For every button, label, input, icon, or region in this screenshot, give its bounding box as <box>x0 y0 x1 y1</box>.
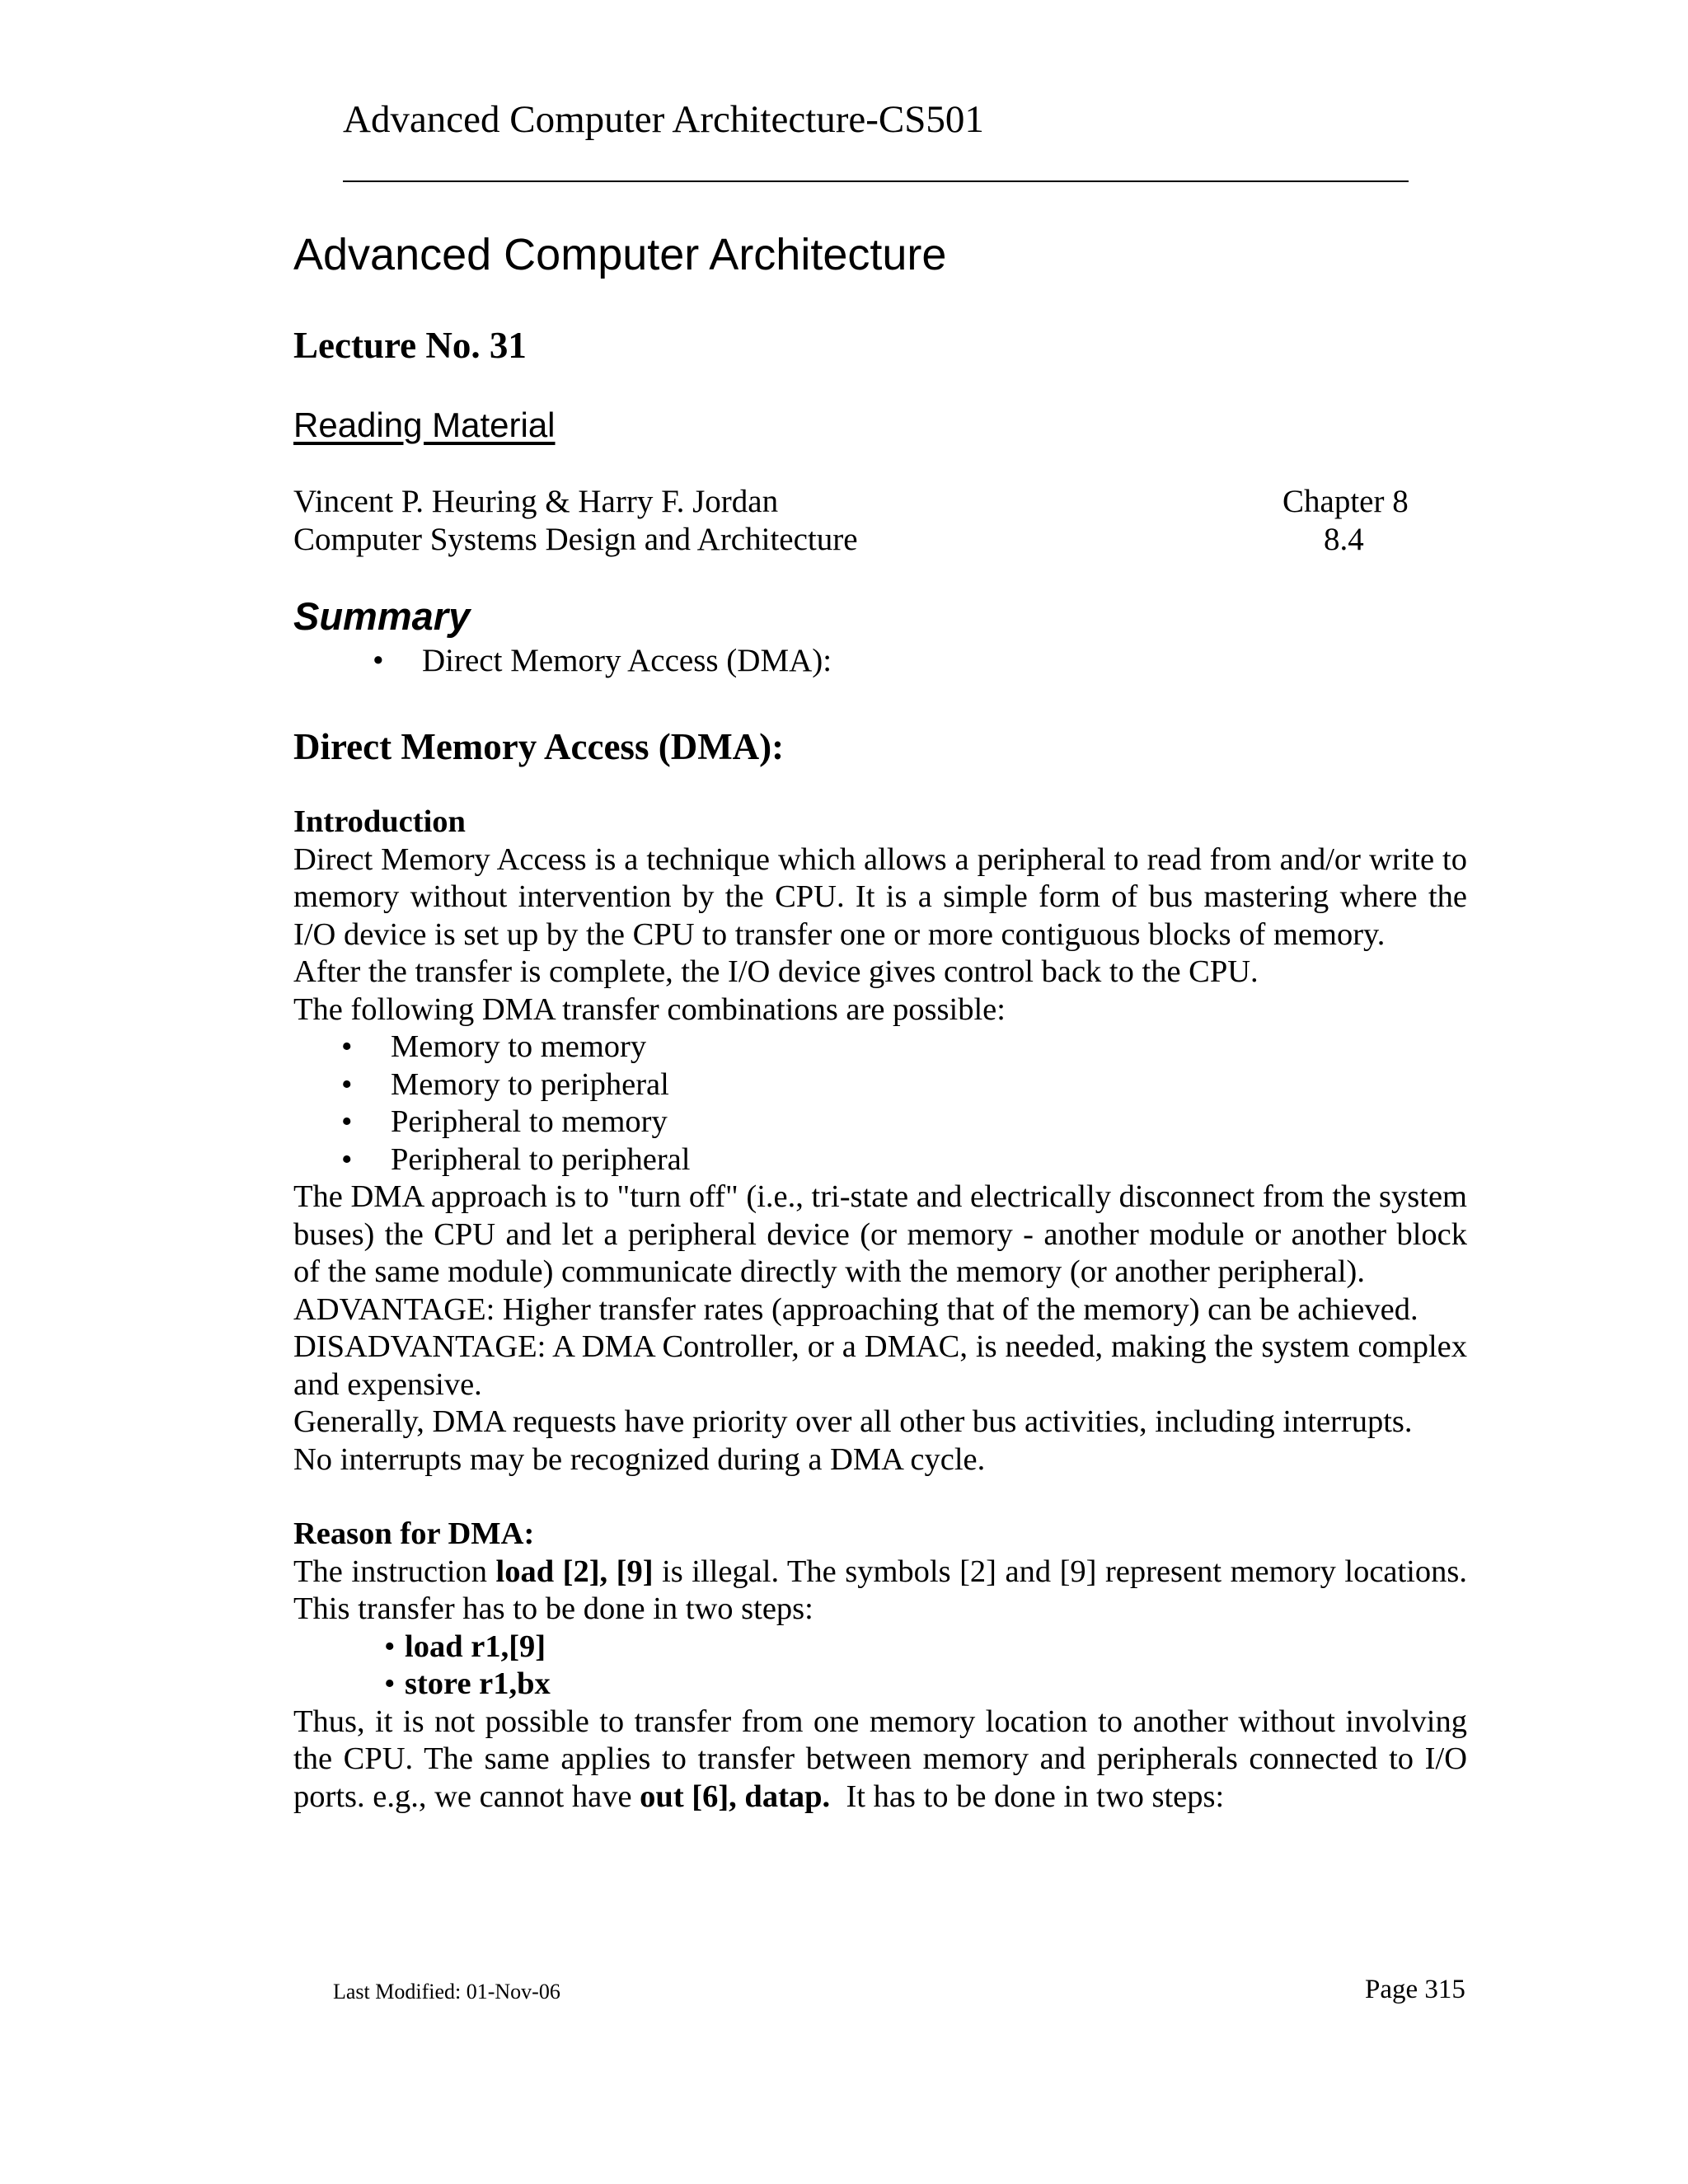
list-item: • load r1,[9] <box>384 1629 1467 1666</box>
priority-line-2: No interrupts may be recognized during a DMA cycle. <box>293 1441 986 1477</box>
list-item: • Peripheral to memory <box>293 1104 1467 1141</box>
introduction-heading: Introduction <box>293 804 466 839</box>
document-title: Advanced Computer Architecture <box>293 230 947 279</box>
advantage-paragraph: ADVANTAGE: Higher transfer rates (approaching that of the memory) can be achieved. <box>293 1291 1418 1327</box>
combinations-list <box>293 1029 1467 1179</box>
summary-list-item <box>373 642 832 679</box>
spacer <box>293 1479 1467 1516</box>
footer-last-modified: Last Modified: 01-Nov-06 <box>333 1980 560 2004</box>
bullet-icon: • <box>341 1029 353 1064</box>
summary-heading: Summary <box>293 594 471 638</box>
code-load: load [2], [9] <box>495 1554 654 1589</box>
list-item: • Memory to memory <box>293 1029 1467 1066</box>
bullet-icon: • <box>384 1629 396 1664</box>
priority-line-1: Generally, DMA requests have priority over all other bus activities, including interrupts. <box>293 1404 1413 1439</box>
lecture-number: Lecture No. 31 <box>293 325 527 366</box>
running-header: Advanced Computer Architecture-CS501 <box>343 98 984 141</box>
steps-list <box>293 1629 1467 1704</box>
list-item: • Peripheral to peripheral <box>293 1141 1467 1179</box>
summary-item-text: Direct Memory Access (DMA): <box>422 643 832 678</box>
bullet-icon: • <box>373 643 384 678</box>
reason-paragraph-2: Thus, it is not possible to transfer from one memory location to another without involving the CPU. The same applies to transfer between memory and peripherals connected to I/O ports. e.g., we cannot have out [6], datap. It has to be done in two steps: <box>293 1704 1467 1814</box>
intro-after-paragraph: After the transfer is complete, the I/O device gives control back to the CPU. <box>293 954 1259 989</box>
reason-paragraph-1: The instruction load [2], [9] is illegal. The symbols [2] and [9] represent memory locations. This transfer has to be done in two steps: <box>293 1554 1467 1626</box>
dma-section-heading: Direct Memory Access (DMA): <box>293 726 785 767</box>
reference-chapter: Chapter 8 <box>1282 484 1409 519</box>
reference-authors: Vincent P. Heuring & Harry F. Jordan <box>293 484 779 519</box>
reason-heading: Reason for DMA: <box>293 1516 535 1551</box>
reference-section: 8.4 <box>1324 522 1364 557</box>
bullet-icon: • <box>341 1104 353 1139</box>
intro-paragraph: Direct Memory Access is a technique which allows a peripheral to read from and/or write to memory without intervention by the CPU. It is a simple form of bus mastering where the I/O device is set up by the CPU to transfer one or more contiguous blocks of memory. <box>293 841 1467 952</box>
bullet-icon: • <box>341 1141 353 1177</box>
code-out: out [6], datap. <box>640 1779 831 1814</box>
reference-book-title: Computer Systems Design and Architecture <box>293 522 858 557</box>
body-content <box>293 804 1467 1816</box>
bullet-icon: • <box>384 1666 396 1701</box>
combinations-lead: The following DMA transfer combinations are possible: <box>293 991 1006 1027</box>
disadvantage-paragraph: DISADVANTAGE: A DMA Controller, or a DMAC, is needed, making the system complex and expensive. <box>293 1329 1467 1402</box>
footer-page-number: Page 315 <box>1365 1975 1465 2004</box>
approach-paragraph: The DMA approach is to "turn off" (i.e., tri-state and electrically disconnect from the system buses) the CPU and let a peripheral device (or memory - another module or another block of the same module) communicate directly with the memory (or another peripheral). <box>293 1179 1467 1289</box>
list-item: • store r1,bx <box>384 1666 1467 1704</box>
reading-material-heading: Reading Material <box>293 405 556 444</box>
header-rule <box>343 180 1409 182</box>
list-item: • Memory to peripheral <box>293 1066 1467 1104</box>
bullet-icon: • <box>341 1066 353 1102</box>
